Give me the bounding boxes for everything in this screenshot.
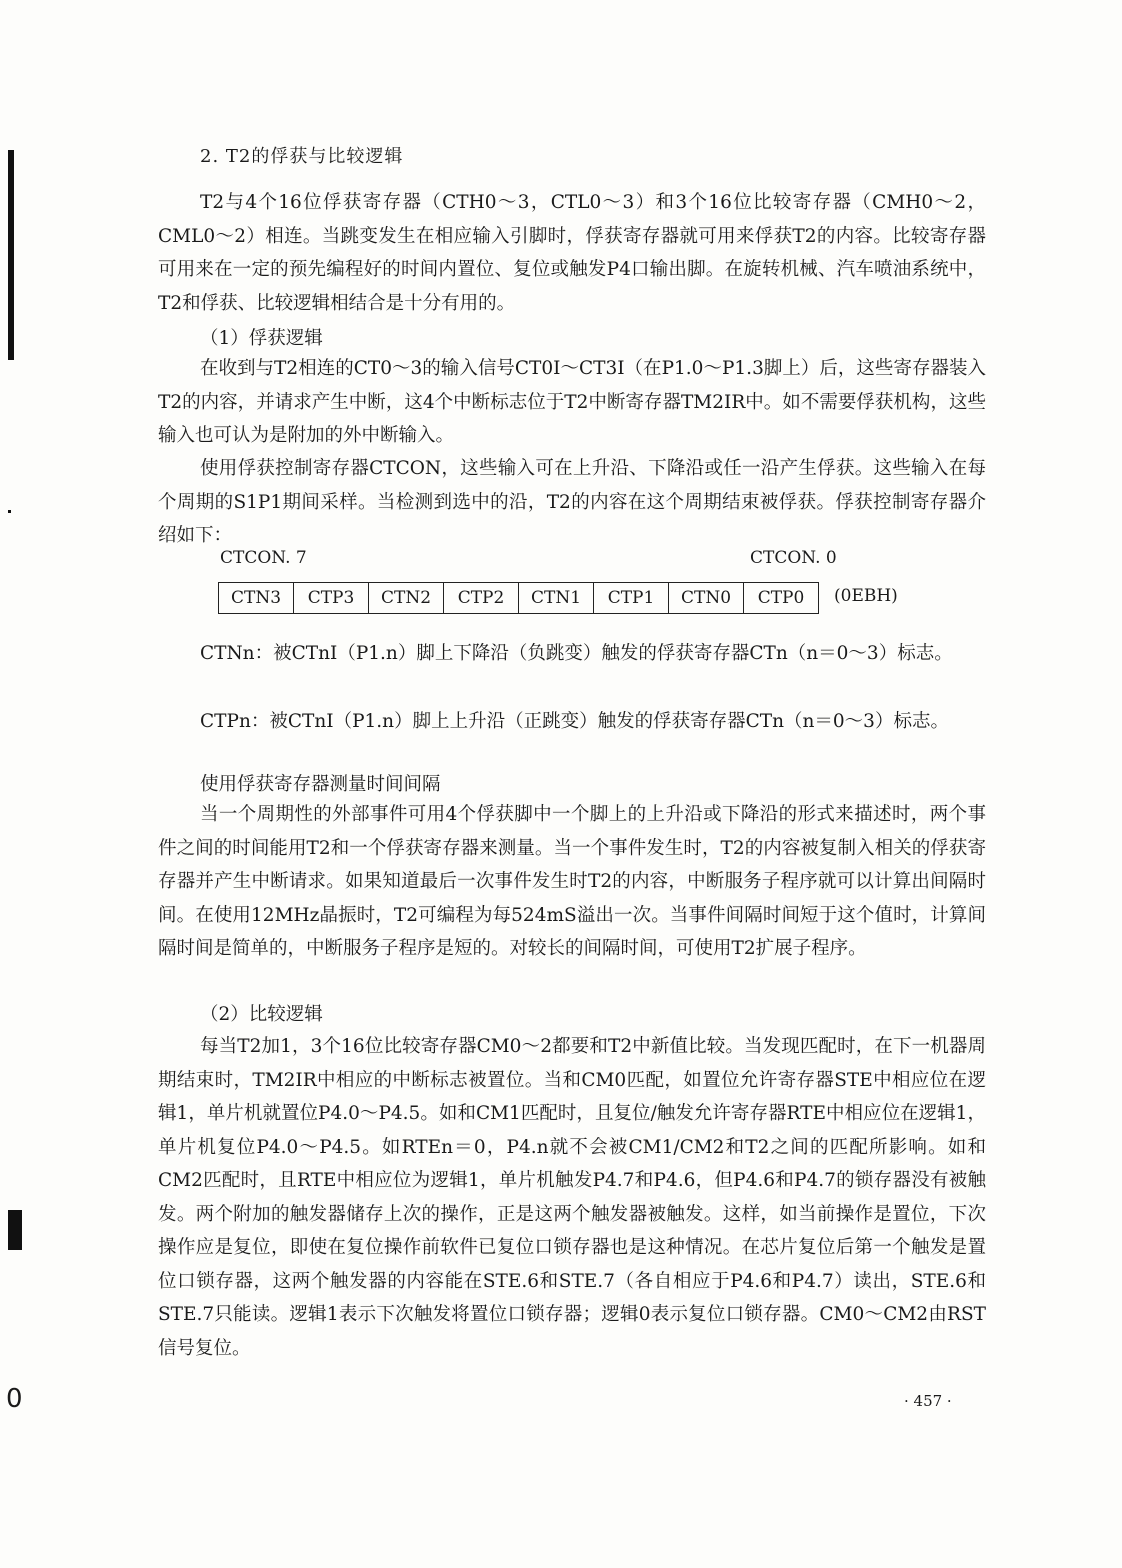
interval-paragraph: 当一个周期性的外部事件可用4个俘获脚中一个脚上的上升沿或下降沿的形式来描述时，两个事件之间的时间能用T2和一个俘获寄存器来测量。当一个事件发生时，T2的内容被复制入相关的俘获寄存器并产生中断请求。如果知道最后一次事件发生时T2的内容，中断服务子程序就可以计算出间隔时间。在使用12MHz晶振时，T2可编程为每524mS溢出一次。当事件间隔时间短于这个值时，计算间隔时间是简单的，中断服务子程序是短的。对较长的间隔时间，可使用T2扩展子程序。 — [158, 804, 986, 959]
register-bit: CTN3 — [218, 582, 293, 614]
compare-heading: （2）比较逻辑 — [200, 1004, 323, 1025]
scan-artifact-block — [8, 1210, 22, 1250]
binding-edge-marks — [0, 130, 34, 1430]
register-label-low: CTCON. 0 — [750, 548, 837, 568]
capture-paragraph-1: 在收到与T2相连的CT0～3的输入信号CT0I～CT3I（在P1.0～P1.3脚上）后，这些寄存器装入T2的内容，并请求产生中断，这4个中断标志位于T2中断寄存器TM2IR中。如不需要俘获机构，这些输入也可认为是附加的外中断输入。 — [158, 358, 986, 446]
capture-paragraph-2: 使用俘获控制寄存器CTCON，这些输入可在上升沿、下降沿或任一沿产生俘获。这些输入在每个周期的S1P1期间采样。当检测到选中的沿，T2的内容在这个周期结束被俘获。俘获控制寄存器介绍如下： — [158, 458, 986, 546]
compare-paragraph: 每当T2加1，3个16位比较寄存器CM0～2都要和T2中新值比较。当发现匹配时，在下一机器周期结束时，TM2IR中相应的中断标志被置位。当和CM0匹配，如置位允许寄存器STE中相应位在逻辑1，单片机就置位P4.0～P4.5。如和CM1匹配时，且复位/触发允许寄存器RTE中相应位在逻辑1，单片机复位P4.0～P4.5。如RTEn＝0，P4.n就不会被CM1/CM2和T2之间的匹配所影响。如和CM2匹配时，且RTE中相应位为逻辑1，单片机触发P4.7和P4.6，但P4.6和P4.7的锁存器没有被触发。两个附加的触发器储存上次的操作，正是这两个触发器被触发。这样，如当前操作是置位，下次操作应是复位，即使在复位操作前软件已复位口锁存器也是这种情况。在芯片复位后第一个触发是置位口锁存器，这两个触发器的内容能在STE.6和STE.7（各自相应于P4.6和P4.7）读出，STE.6和STE.7只能读。逻辑1表示下次触发将置位口锁存器；逻辑0表示复位口锁存器。CM0～CM2由RST信号复位。 — [158, 1036, 986, 1359]
register-bit: CTP0 — [743, 582, 819, 614]
register-label-high: CTCON. 7 — [220, 548, 307, 568]
ctp-description: CTPn：被CTnI（P1.n）脚上上升沿（正跳变）触发的俘获寄存器CTn（n＝0～3）标志。 — [200, 711, 949, 732]
capture-heading: （1）俘获逻辑 — [200, 328, 323, 349]
interval-heading: 使用俘获寄存器测量时间间隔 — [200, 774, 441, 795]
ctcon-register — [218, 582, 819, 614]
register-bit: CTP2 — [443, 582, 518, 614]
intro-paragraph: T2与4个16位俘获寄存器（CTH0～3，CTL0～3）和3个16位比较寄存器（CMH0～2，CML0～2）相连。当跳变发生在相应输入引脚时，俘获寄存器就可用来俘获T2的内容。比较寄存器可用来在一定的预先编程好的时间内置位、复位或触发P4口输出脚。在旋转机械、汽车喷油系统中，T2和俘获、比较逻辑相结合是十分有用的。 — [158, 192, 986, 314]
register-address: (0EBH) — [834, 586, 898, 606]
register-bit: CTP1 — [593, 582, 668, 614]
edge-page-fragment: 0 — [6, 1384, 23, 1414]
section-title: 2. T2的俘获与比较逻辑 — [200, 146, 404, 167]
register-bit: CTN0 — [668, 582, 743, 614]
page-number: · 457 · — [904, 1392, 952, 1410]
register-bit-labels — [220, 548, 860, 574]
register-bit: CTN1 — [518, 582, 593, 614]
register-bit: CTP3 — [293, 582, 368, 614]
scan-artifact-dot — [8, 510, 11, 513]
register-bit: CTN2 — [368, 582, 443, 614]
scan-artifact-mark — [8, 150, 14, 360]
ctn-description: CTNn：被CTnI（P1.n）脚上下降沿（负跳变）触发的俘获寄存器CTn（n＝0～3）标志。 — [200, 643, 953, 664]
